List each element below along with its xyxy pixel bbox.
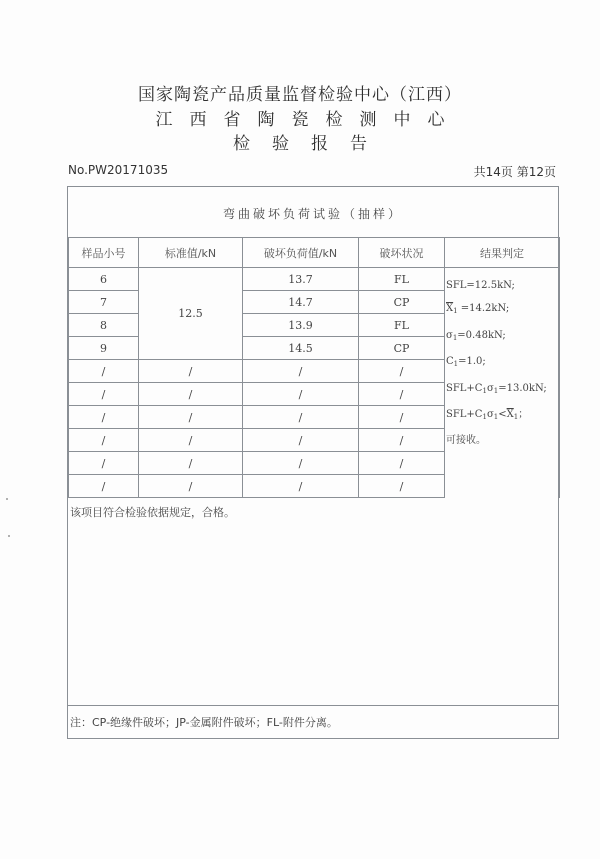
load-cell: 13.7 [243,268,359,291]
note-text: 注：CP-绝缘件破坏；JP-金属附件破坏；FL-附件分离。 [70,716,338,729]
status-cell: FL [359,268,445,291]
report-number: No.PW20171035 [68,163,169,177]
standard-value-cell: / [139,383,243,406]
report-title: 检验报告 [233,134,389,154]
load-cell: / [243,406,359,429]
c-line: $C_1=1.0$; [446,356,486,369]
condition-line-2: $SFL+C_1\sigma_1<\overline{X}_1$； [446,409,529,422]
standard-value-cell: / [139,452,243,475]
load-cell: / [243,475,359,498]
status-cell: / [359,406,445,429]
standard-value-cell: / [139,406,243,429]
mean-line: $\overline{X}_1 =14.2kN$; [446,303,510,316]
status-cell: / [359,475,445,498]
col-header-standard: 标准值/kN [139,238,243,268]
table-header-row [69,238,560,268]
sample-no-cell: / [69,383,139,406]
load-cell: 14.5 [243,337,359,360]
report-frame [67,186,559,739]
status-cell: CP [359,337,445,360]
col-header-load: 破坏负荷值/kN [243,238,359,268]
load-cell: / [243,360,359,383]
load-cell: / [243,429,359,452]
page-indicator: 共14页 第12页 [473,165,556,179]
status-cell: / [359,360,445,383]
center-title: 江西省陶瓷检测中心 [155,110,462,130]
note-divider [68,705,558,706]
conclusion-text: 该项目符合检验依据规定，合格。 [70,506,235,519]
sample-no-cell: / [69,360,139,383]
col-header-status: 破坏状况 [359,238,445,268]
scan-speck [8,535,10,537]
test-title: 弯曲破坏负荷试验（抽样） [222,207,403,221]
verdict-line: 可接收。 [446,435,486,447]
condition-line-1: $SFL+C_1\sigma_1=13.0kN$; [446,382,547,395]
sample-no-cell: / [69,406,139,429]
sample-no-cell: 6 [69,268,139,291]
status-cell: FL [359,314,445,337]
results-table [68,237,560,498]
status-cell: / [359,383,445,406]
sfl-line: SFL=12.5kN; [446,280,515,291]
load-cell: / [243,452,359,475]
status-cell: / [359,429,445,452]
col-header-judgement: 结果判定 [445,238,560,268]
standard-value-cell: 12.5 [139,268,243,360]
standard-value-cell: / [139,429,243,452]
sigma-line: $\sigma_1=0.48kN$; [446,329,506,342]
standard-value-cell: / [139,475,243,498]
sample-no-cell: 9 [69,337,139,360]
col-header-sample-no: 样品小号 [69,238,139,268]
load-cell: 14.7 [243,291,359,314]
table-row [69,268,560,291]
sample-no-cell: 8 [69,314,139,337]
sample-no-cell: / [69,452,139,475]
sample-no-cell: 7 [69,291,139,314]
status-cell: / [359,452,445,475]
sample-no-cell: / [69,429,139,452]
institute-title: 国家陶瓷产品质量监督检验中心（江西） [138,85,462,105]
status-cell: CP [359,291,445,314]
sample-no-cell: / [69,475,139,498]
standard-value-cell: / [139,360,243,383]
load-cell: 13.9 [243,314,359,337]
scan-speck [6,498,8,500]
load-cell: / [243,383,359,406]
judgement-cell [445,268,560,498]
